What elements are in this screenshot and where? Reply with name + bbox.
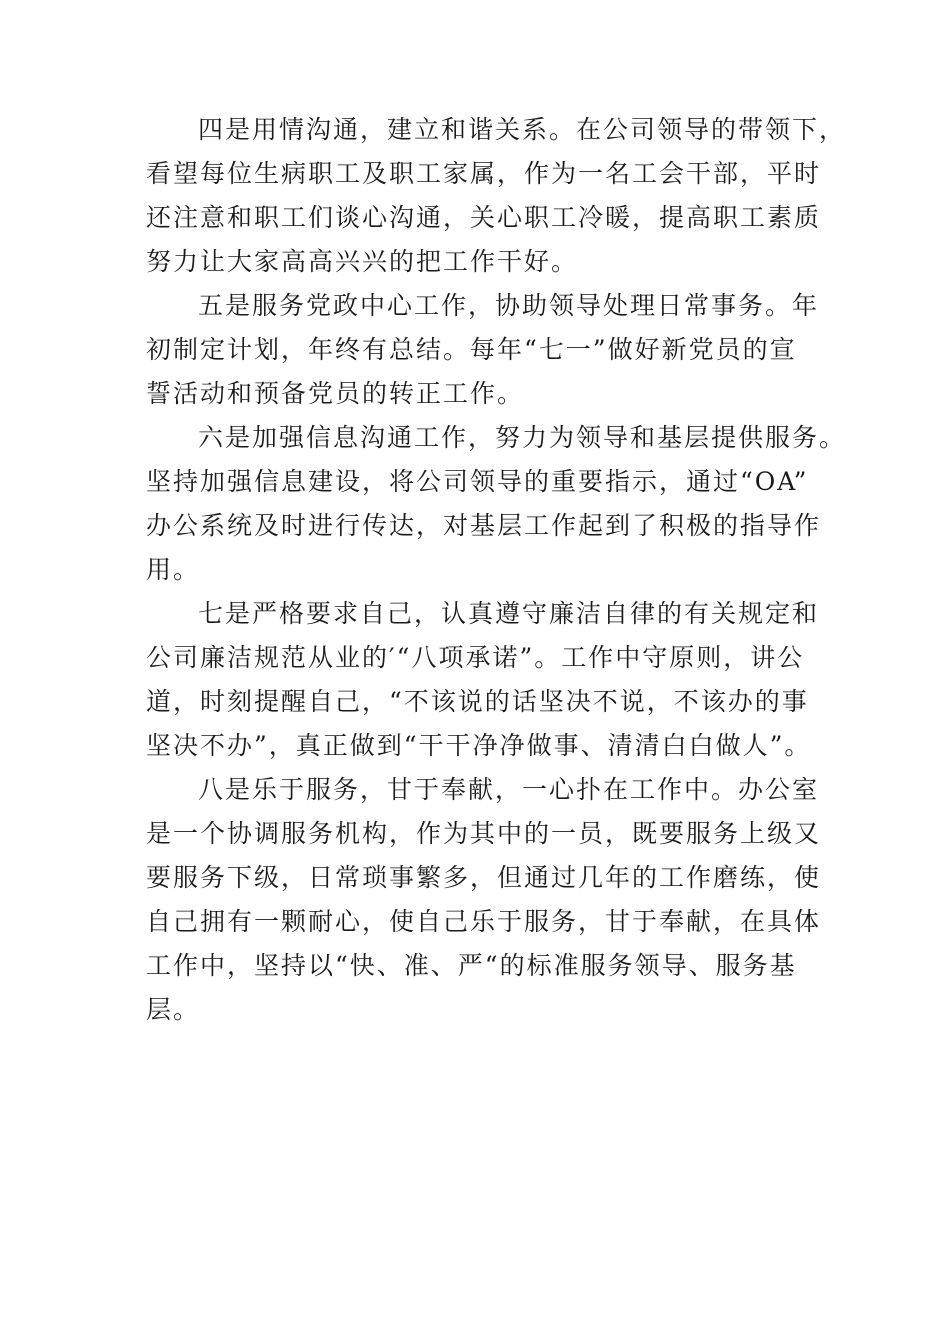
paragraph-line: 自己拥有一颗耐心，使自己乐于服务，甘于奉献，在具体 xyxy=(146,907,822,936)
paragraph-line: 工作中，坚持以“快、准、严“的标准服务领导、服务基 xyxy=(146,951,797,980)
paragraph-line: 六是加强信息沟通工作，努力为领导和基层提供服务。 xyxy=(198,423,847,452)
paragraph-line: 办公系统及时进行传达，对基层工作起到了积极的指导作 xyxy=(146,511,822,540)
paragraph-line: 坚持加强信息建设，将公司领导的重要指示，通过“OA” xyxy=(146,467,809,496)
paragraph-line: 公司廉洁规范从业的′“八项承诺”。工作中守原则，讲公 xyxy=(146,643,805,672)
paragraph-line: 坚决不办”，真正做到“干干净净做事、清清白白做人”。 xyxy=(146,731,812,760)
paragraph-line: 五是服务党政中心工作，协助领导处理日常事务。年 xyxy=(198,291,820,320)
paragraph-line: 初制定计划，年终有总结。每年“七一”做好新党员的宣 xyxy=(146,335,797,364)
paragraph-line: 用。 xyxy=(146,555,201,584)
paragraph-service-center xyxy=(146,284,820,416)
paragraph-line: 八是乐于服务，甘于奉献，一心扑在工作中。办公室 xyxy=(198,775,820,804)
document-body xyxy=(146,108,847,1032)
paragraph-self-discipline xyxy=(146,592,820,768)
paragraph-line: 道，时刻提醒自己，“不该说的话坚决不说，不该办的事 xyxy=(146,687,809,716)
paragraph-dedication xyxy=(146,768,822,1032)
paragraph-line: 要服务下级，日常琐事繁多，但通过几年的工作磨练，使 xyxy=(146,863,822,892)
paragraph-line: 看望每位生病职工及职工家属，作为一名工会干部，平时 xyxy=(146,159,822,188)
paragraph-communication xyxy=(146,108,847,284)
paragraph-line: 四是用情沟通，建立和谐关系。在公司领导的带领下， xyxy=(198,115,847,144)
paragraph-line: 层。 xyxy=(146,995,201,1024)
paragraph-line: 誓活动和预备党员的转正工作。 xyxy=(146,379,525,408)
paragraph-line: 七是严格要求自己，认真遵守廉洁自律的有关规定和 xyxy=(198,599,820,628)
paragraph-line: 努力让大家高高兴兴的把工作干好。 xyxy=(146,247,579,276)
paragraph-line: 还注意和职工们谈心沟通，关心职工冷暖，提高职工素质 xyxy=(146,203,822,232)
paragraph-line: 是一个协调服务机构，作为其中的一员，既要服务上级又 xyxy=(146,819,822,848)
paragraph-information xyxy=(146,416,847,592)
